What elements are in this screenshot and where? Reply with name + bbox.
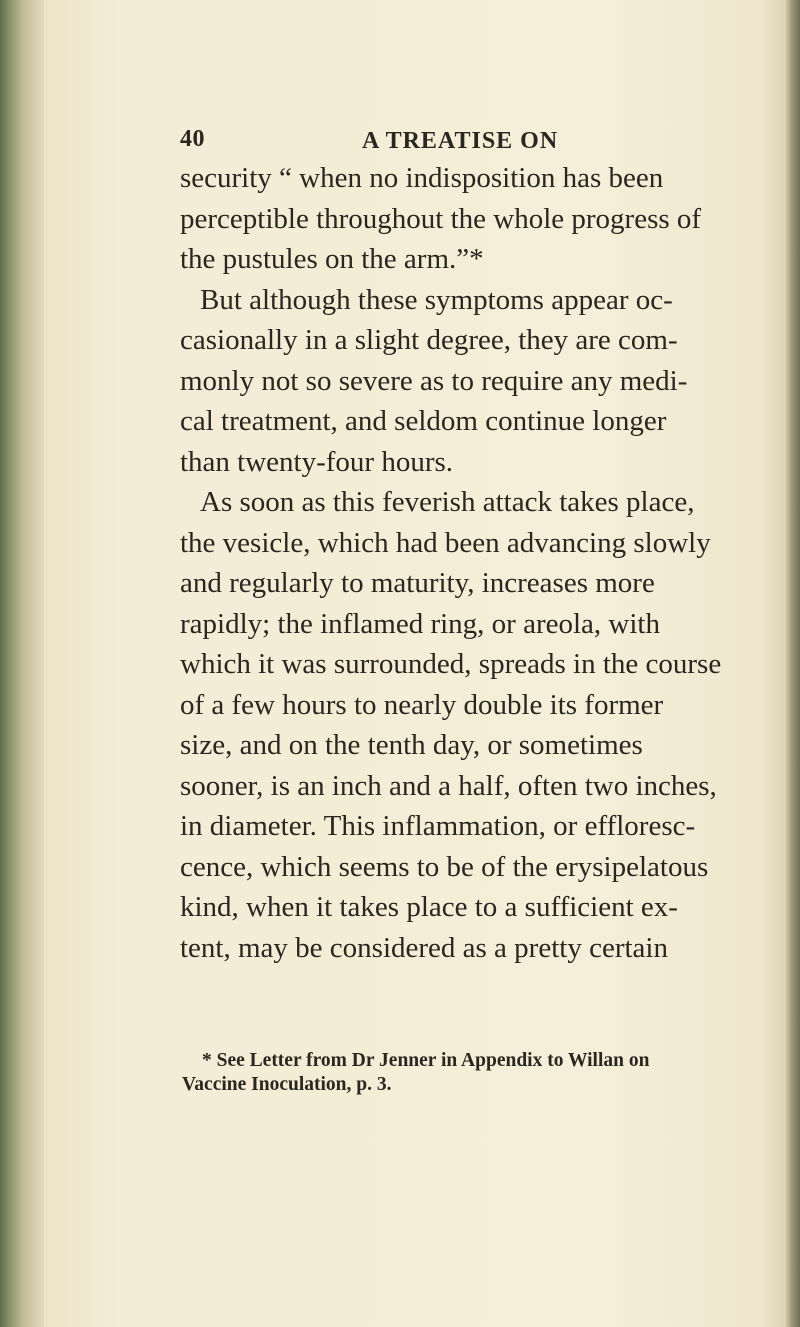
text-line: rapidly; the inflamed ring, or areola, with [180, 607, 660, 640]
text-line: and regularly to maturity, increases more [180, 567, 655, 599]
running-head: A TREATISE ON [362, 128, 559, 154]
text-line: size, and on the tenth day, or sometimes [180, 729, 643, 761]
footnote-line: * See Letter from Dr Jenner in Appendix to Willan on [202, 1050, 650, 1071]
text-line: than twenty-four hours. [180, 445, 454, 478]
text-line: cence, which seems to be of the erysipelatous [180, 850, 709, 883]
text-line: As soon as this feverish attack takes place, [200, 486, 695, 518]
body-text [180, 158, 780, 968]
page-number: 40 [180, 126, 205, 152]
text-line: cal treatment, and seldom continue longer [180, 405, 667, 437]
text-line: monly not so severe as to require any medi- [180, 364, 688, 397]
text-line: sooner, is an inch and a half, often two inches, [180, 769, 717, 802]
page-header [180, 122, 680, 162]
footnote-line: Vaccine Inoculation, p. 3. [182, 1074, 392, 1095]
text-line: tent, may be considered as a pretty certain [180, 931, 668, 964]
footnote [182, 1049, 782, 1097]
text-line: But although these symptoms appear oc- [200, 283, 673, 316]
text-line: which it was surrounded, spreads in the course [180, 648, 722, 680]
text-line: security “ when no indisposition has been [180, 162, 664, 194]
page-binding-left [0, 0, 44, 1327]
text-line: the vesicle, which had been advancing slowly [180, 526, 711, 559]
text-line: casionally in a slight degree, they are com- [180, 324, 678, 356]
page-edge-right [784, 0, 800, 1327]
text-line: of a few hours to nearly double its former [180, 688, 664, 721]
text-line: perceptible throughout the whole progress of [180, 202, 702, 235]
text-line: kind, when it takes place to a sufficient ex- [180, 891, 678, 923]
text-line: in diameter. This inflammation, or effloresc- [180, 810, 696, 842]
text-line: the pustules on the arm.”* [180, 243, 484, 275]
